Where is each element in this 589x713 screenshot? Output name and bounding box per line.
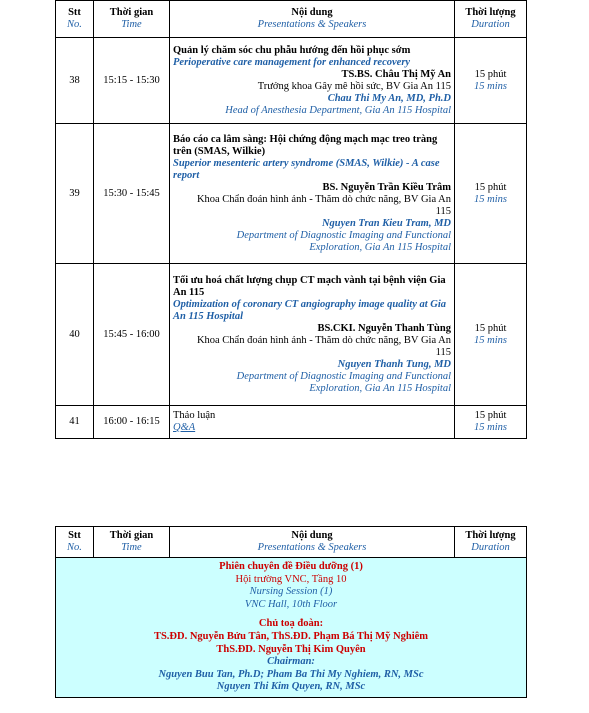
row-time: 16:00 - 16:15: [94, 406, 170, 439]
row-time: 15:45 - 16:00: [94, 264, 170, 406]
session-title-en: Nursing Session (1): [249, 586, 333, 598]
chairs-names-en-1: Nguyen Buu Tan, Ph.D; Pham Ba Thi My Nghiem, RN, MSc: [158, 668, 424, 680]
table-header-row: [56, 527, 527, 558]
discussion-title-vi: Thảo luận: [173, 410, 216, 421]
session-row: [56, 558, 527, 698]
header-duration: Thời lượng Duration: [455, 1, 527, 38]
session-title-vi: Phiên chuyên đề Điều dưỡng (1): [219, 561, 363, 572]
row-duration: 15 phút 15 mins: [455, 406, 527, 439]
agenda-table: [55, 0, 527, 439]
row-duration: 15 phút 15 mins: [455, 264, 527, 406]
table-header-row: [56, 1, 527, 38]
speaker-affiliation-en: Department of Diagnostic Imaging and Functional Exploration, Gia An 115 Hospital: [236, 370, 451, 394]
row-number: 38: [56, 38, 94, 124]
speaker-affiliation-en: Head of Anesthesia Department, Gia An 115 Hospital: [225, 104, 451, 116]
row-number: 41: [56, 406, 94, 439]
speaker-name-en: Nguyen Thanh Tung, MD: [337, 358, 451, 370]
session-hall-en: VNC Hall, 10th Floor: [244, 598, 338, 610]
speaker-name-vi: TS.BS. Châu Thị Mỹ An: [341, 68, 451, 80]
row-number: 39: [56, 124, 94, 264]
speaker-affiliation-vi: Khoa Chẩn đoán hình ảnh - Thăm dò chức năng, BV Gia An 115: [196, 193, 451, 217]
row-duration: 15 phút 15 mins: [455, 124, 527, 264]
speaker-affiliation-en: Department of Diagnostic Imaging and Functional Exploration, Gia An 115 Hospital: [236, 229, 451, 253]
header-duration: Thời lượng Duration: [455, 527, 527, 558]
speaker-affiliation-vi: Trưởng khoa Gây mê hồi sức, BV Gia An 115: [257, 80, 451, 92]
presentation-title-vi: Báo cáo ca lâm sàng: Hội chứng động mạch mạc treo tràng trên (SMAS, Wilkie): [173, 133, 438, 157]
header-time: Thời gian Time: [94, 527, 170, 558]
presentation-title-vi: Quản lý chăm sóc chu phẫu hướng đến hồi phục sớm: [173, 44, 411, 56]
presentation-title-en: Perioperative care management for enhanced recovery: [173, 56, 411, 68]
chairs-names-vi-1: TS.ĐD. Nguyễn Bửu Tân, ThS.ĐD. Phạm Bá Thị Mỹ Nghiêm: [153, 630, 429, 642]
header-time: Thời gian Time: [94, 1, 170, 38]
chairs-names-vi-2: ThS.ĐD. Nguyễn Thị Kim Quyên: [216, 643, 366, 655]
presentation-title-en: Optimization of coronary CT angiography image quality at Gia An 115 Hospital: [173, 298, 447, 322]
row-content: [170, 264, 455, 406]
speaker-name-en: Nguyen Tran Kieu Tram, MD: [321, 217, 451, 229]
header-stt: Stt No.: [56, 1, 94, 38]
speaker-affiliation-vi: Khoa Chẩn đoán hình ảnh - Thăm dò chức năng, BV Gia An 115: [196, 334, 451, 358]
table-row: [56, 38, 527, 124]
row-content: [170, 38, 455, 124]
presentation-title-en: Superior mesenteric artery syndrome (SMAS, Wilkie) - A case report: [173, 157, 440, 181]
row-content: [170, 406, 455, 439]
session-info: [56, 558, 527, 698]
speaker-name-en: Chau Thi My An, MD, Ph.D: [327, 92, 451, 104]
presentation-title-vi: Tối ưu hoá chất lượng chụp CT mạch vành tại bệnh viện Gia An 115: [173, 274, 446, 298]
session-hall-vi: Hội trường VNC, Tầng 10: [235, 573, 347, 585]
chairs-label-en: Chairman:: [267, 656, 315, 668]
header-stt: Stt No.: [56, 527, 94, 558]
row-number: 40: [56, 264, 94, 406]
row-duration: 15 phút 15 mins: [455, 38, 527, 124]
row-time: 15:30 - 15:45: [94, 124, 170, 264]
discussion-title-en: Q&A: [173, 422, 196, 433]
session-table: [55, 526, 527, 698]
row-content: [170, 124, 455, 264]
chairs-names-en-2: Nguyen Thi Kim Quyen, RN, MSc: [216, 681, 366, 693]
row-time: 15:15 - 15:30: [94, 38, 170, 124]
table-row: [56, 264, 527, 406]
table-row: [56, 124, 527, 264]
table-row: [56, 406, 527, 439]
speaker-name-vi: BS. Nguyễn Trần Kiều Trâm: [322, 181, 451, 193]
header-content: Nội dung Presentations & Speakers: [170, 527, 455, 558]
header-content: Nội dung Presentations & Speakers: [170, 1, 455, 38]
chairs-label-vi: Chủ toạ đoàn:: [258, 618, 324, 630]
speaker-name-vi: BS.CKI. Nguyễn Thanh Tùng: [317, 322, 451, 334]
